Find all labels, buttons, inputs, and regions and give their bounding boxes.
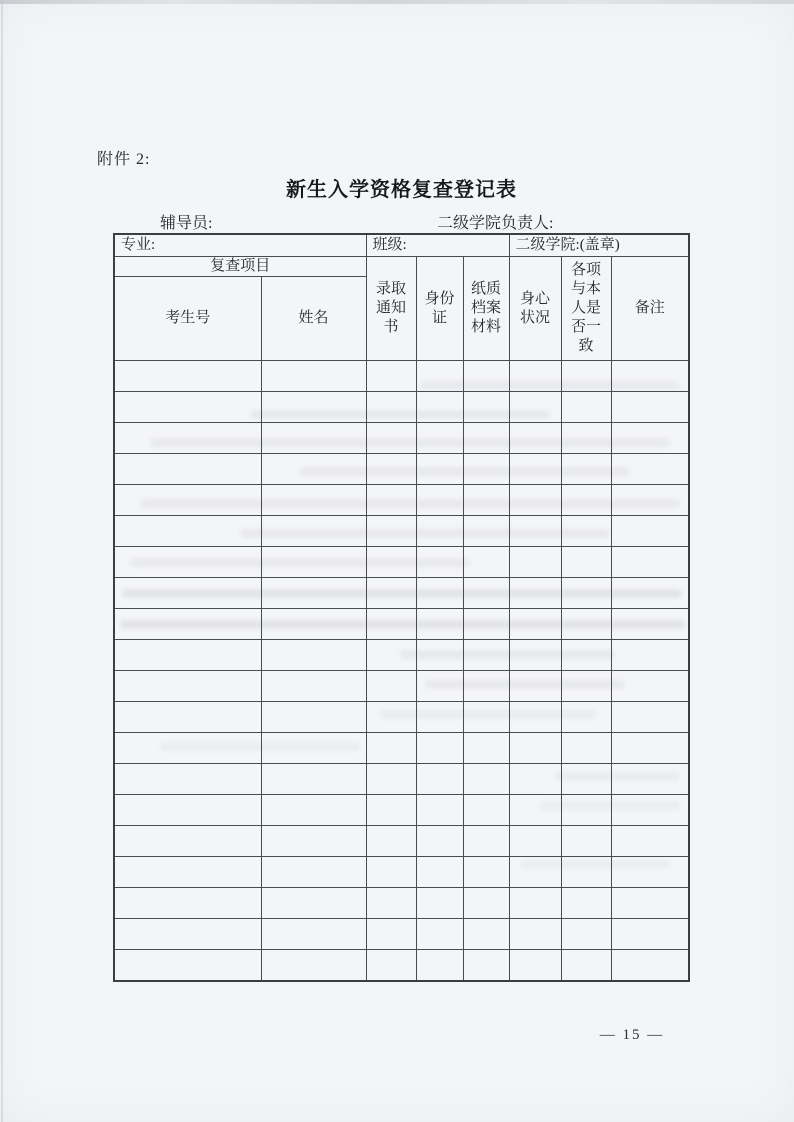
empty-cell: [509, 826, 561, 857]
empty-cell: [561, 640, 611, 671]
empty-cell: [261, 857, 366, 888]
empty-cell: [509, 671, 561, 702]
empty-cell: [416, 640, 463, 671]
empty-cell: [366, 516, 416, 547]
empty-cell: [114, 795, 261, 826]
empty-cell: [366, 857, 416, 888]
empty-cell: [114, 547, 261, 578]
consistency-header: 各项与本人是否一致: [561, 257, 611, 361]
empty-cell: [509, 764, 561, 795]
empty-cell: [416, 454, 463, 485]
counselor-label: 辅导员:: [160, 215, 213, 232]
empty-cell: [114, 826, 261, 857]
empty-cell: [561, 547, 611, 578]
empty-data-row: [114, 950, 689, 981]
empty-cell: [509, 516, 561, 547]
attachment-label: 附件 2:: [97, 151, 151, 168]
empty-cell: [261, 485, 366, 516]
empty-cell: [416, 547, 463, 578]
empty-cell: [611, 826, 689, 857]
empty-cell: [114, 702, 261, 733]
empty-cell: [463, 950, 509, 981]
empty-cell: [114, 950, 261, 981]
empty-cell: [509, 857, 561, 888]
empty-cell: [416, 888, 463, 919]
empty-data-row: [114, 361, 689, 392]
empty-data-row: [114, 578, 689, 609]
empty-data-row: [114, 795, 689, 826]
empty-data-row: [114, 392, 689, 423]
college-stamp-cell: 二级学院:(盖章): [509, 234, 689, 257]
empty-cell: [366, 454, 416, 485]
empty-cell: [366, 950, 416, 981]
empty-cell: [114, 392, 261, 423]
empty-data-row: [114, 609, 689, 640]
empty-data-row: [114, 423, 689, 454]
empty-cell: [114, 733, 261, 764]
empty-cell: [611, 578, 689, 609]
empty-cell: [463, 795, 509, 826]
empty-cell: [114, 485, 261, 516]
empty-cell: [261, 702, 366, 733]
empty-cell: [463, 609, 509, 640]
empty-cell: [366, 919, 416, 950]
empty-cell: [561, 578, 611, 609]
paper-archive-header: 纸质档案材料: [463, 257, 509, 361]
empty-cell: [463, 826, 509, 857]
empty-cell: [561, 392, 611, 423]
empty-cell: [561, 423, 611, 454]
empty-cell: [366, 764, 416, 795]
empty-cell: [114, 516, 261, 547]
empty-cell: [611, 671, 689, 702]
class-cell: 班级:: [366, 234, 509, 257]
empty-cell: [463, 547, 509, 578]
empty-cell: [611, 733, 689, 764]
empty-cell: [509, 392, 561, 423]
empty-cell: [463, 702, 509, 733]
empty-cell: [509, 919, 561, 950]
empty-cell: [561, 888, 611, 919]
empty-cell: [416, 950, 463, 981]
review-registration-table: [113, 233, 690, 982]
empty-cell: [416, 857, 463, 888]
empty-data-row: [114, 919, 689, 950]
empty-cell: [366, 392, 416, 423]
empty-cell: [261, 764, 366, 795]
header-row-top: [114, 257, 689, 277]
empty-cell: [261, 826, 366, 857]
empty-cell: [611, 857, 689, 888]
empty-cell: [509, 609, 561, 640]
empty-cell: [509, 702, 561, 733]
empty-data-row: [114, 547, 689, 578]
empty-cell: [261, 888, 366, 919]
empty-cell: [366, 733, 416, 764]
empty-data-row: [114, 857, 689, 888]
empty-cell: [561, 485, 611, 516]
empty-cell: [114, 888, 261, 919]
empty-cell: [509, 547, 561, 578]
empty-cell: [416, 423, 463, 454]
candidate-no-header: 考生号: [114, 277, 261, 361]
empty-cell: [114, 578, 261, 609]
empty-cell: [366, 578, 416, 609]
empty-cell: [561, 733, 611, 764]
id-card-header: 身份证: [416, 257, 463, 361]
empty-cell: [463, 640, 509, 671]
empty-cell: [366, 609, 416, 640]
empty-cell: [416, 361, 463, 392]
empty-cell: [611, 888, 689, 919]
major-cell: 专业:: [114, 234, 366, 257]
empty-cell: [261, 640, 366, 671]
empty-cell: [261, 578, 366, 609]
empty-cell: [611, 640, 689, 671]
empty-cell: [366, 888, 416, 919]
empty-cell: [261, 919, 366, 950]
empty-data-row: [114, 826, 689, 857]
empty-cell: [611, 485, 689, 516]
empty-cell: [561, 764, 611, 795]
page-title: 新生入学资格复查登记表: [286, 177, 517, 201]
remarks-header: 备注: [611, 257, 689, 361]
empty-cell: [463, 857, 509, 888]
page-number: — 15 —: [599, 1027, 665, 1043]
empty-cell: [561, 516, 611, 547]
empty-cell: [561, 795, 611, 826]
empty-cell: [561, 919, 611, 950]
empty-cell: [611, 392, 689, 423]
empty-cell: [561, 671, 611, 702]
empty-cell: [416, 919, 463, 950]
empty-cell: [416, 671, 463, 702]
empty-data-row: [114, 671, 689, 702]
empty-data-row: [114, 454, 689, 485]
empty-cell: [463, 919, 509, 950]
empty-cell: [611, 547, 689, 578]
empty-cell: [261, 950, 366, 981]
empty-cell: [561, 454, 611, 485]
empty-cell: [114, 361, 261, 392]
empty-cell: [509, 485, 561, 516]
empty-cell: [463, 733, 509, 764]
empty-cell: [416, 578, 463, 609]
empty-cell: [261, 454, 366, 485]
empty-cell: [114, 857, 261, 888]
empty-cell: [509, 578, 561, 609]
empty-cell: [416, 826, 463, 857]
empty-data-row: [114, 733, 689, 764]
empty-cell: [611, 950, 689, 981]
empty-cell: [611, 919, 689, 950]
empty-cell: [416, 764, 463, 795]
empty-cell: [261, 733, 366, 764]
empty-cell: [463, 888, 509, 919]
empty-cell: [611, 361, 689, 392]
empty-cell: [611, 764, 689, 795]
empty-cell: [463, 485, 509, 516]
empty-cell: [261, 795, 366, 826]
empty-cell: [261, 392, 366, 423]
empty-cell: [463, 361, 509, 392]
empty-cell: [611, 516, 689, 547]
empty-cell: [561, 361, 611, 392]
empty-cell: [463, 578, 509, 609]
empty-cell: [611, 609, 689, 640]
empty-cell: [611, 795, 689, 826]
empty-cell: [611, 702, 689, 733]
empty-cell: [366, 640, 416, 671]
empty-cell: [561, 609, 611, 640]
empty-cell: [463, 392, 509, 423]
empty-data-row: [114, 485, 689, 516]
college-head-label: 二级学院负责人:: [437, 215, 554, 232]
empty-cell: [561, 857, 611, 888]
empty-cell: [366, 702, 416, 733]
empty-cell: [509, 950, 561, 981]
empty-cell: [509, 640, 561, 671]
empty-cell: [366, 795, 416, 826]
name-header: 姓名: [261, 277, 366, 361]
empty-data-row: [114, 516, 689, 547]
empty-cell: [416, 392, 463, 423]
empty-cell: [366, 826, 416, 857]
empty-data-row: [114, 702, 689, 733]
empty-cell: [114, 423, 261, 454]
empty-cell: [416, 609, 463, 640]
empty-data-row: [114, 764, 689, 795]
empty-cell: [261, 547, 366, 578]
admission-notice-header: 录取通知书: [366, 257, 416, 361]
info-row: [114, 234, 689, 257]
empty-cell: [366, 423, 416, 454]
scan-edge-artifact: [0, 0, 794, 4]
empty-cell: [114, 919, 261, 950]
empty-cell: [463, 671, 509, 702]
empty-cell: [416, 733, 463, 764]
empty-cell: [114, 454, 261, 485]
review-items-header: 复查项目: [114, 257, 366, 277]
empty-cell: [366, 361, 416, 392]
empty-cell: [416, 795, 463, 826]
empty-cell: [463, 454, 509, 485]
empty-cell: [261, 609, 366, 640]
empty-cell: [509, 423, 561, 454]
empty-cell: [509, 888, 561, 919]
empty-cell: [366, 547, 416, 578]
empty-cell: [366, 671, 416, 702]
empty-cell: [114, 671, 261, 702]
empty-data-row: [114, 640, 689, 671]
empty-cell: [463, 764, 509, 795]
empty-cell: [261, 361, 366, 392]
empty-cell: [463, 423, 509, 454]
empty-cell: [509, 361, 561, 392]
empty-cell: [509, 454, 561, 485]
empty-cell: [416, 516, 463, 547]
empty-cell: [261, 516, 366, 547]
empty-cell: [114, 640, 261, 671]
empty-cell: [114, 609, 261, 640]
empty-cell: [611, 423, 689, 454]
empty-cell: [463, 516, 509, 547]
empty-rows-body: [114, 361, 689, 981]
empty-cell: [561, 950, 611, 981]
empty-cell: [509, 733, 561, 764]
empty-cell: [261, 423, 366, 454]
empty-data-row: [114, 888, 689, 919]
empty-cell: [561, 702, 611, 733]
empty-cell: [611, 454, 689, 485]
empty-cell: [509, 795, 561, 826]
physical-mental-header: 身心状况: [509, 257, 561, 361]
empty-cell: [366, 485, 416, 516]
empty-cell: [416, 485, 463, 516]
scan-edge-artifact: [1, 0, 3, 1122]
empty-cell: [561, 826, 611, 857]
empty-cell: [416, 702, 463, 733]
empty-cell: [114, 764, 261, 795]
empty-cell: [261, 671, 366, 702]
